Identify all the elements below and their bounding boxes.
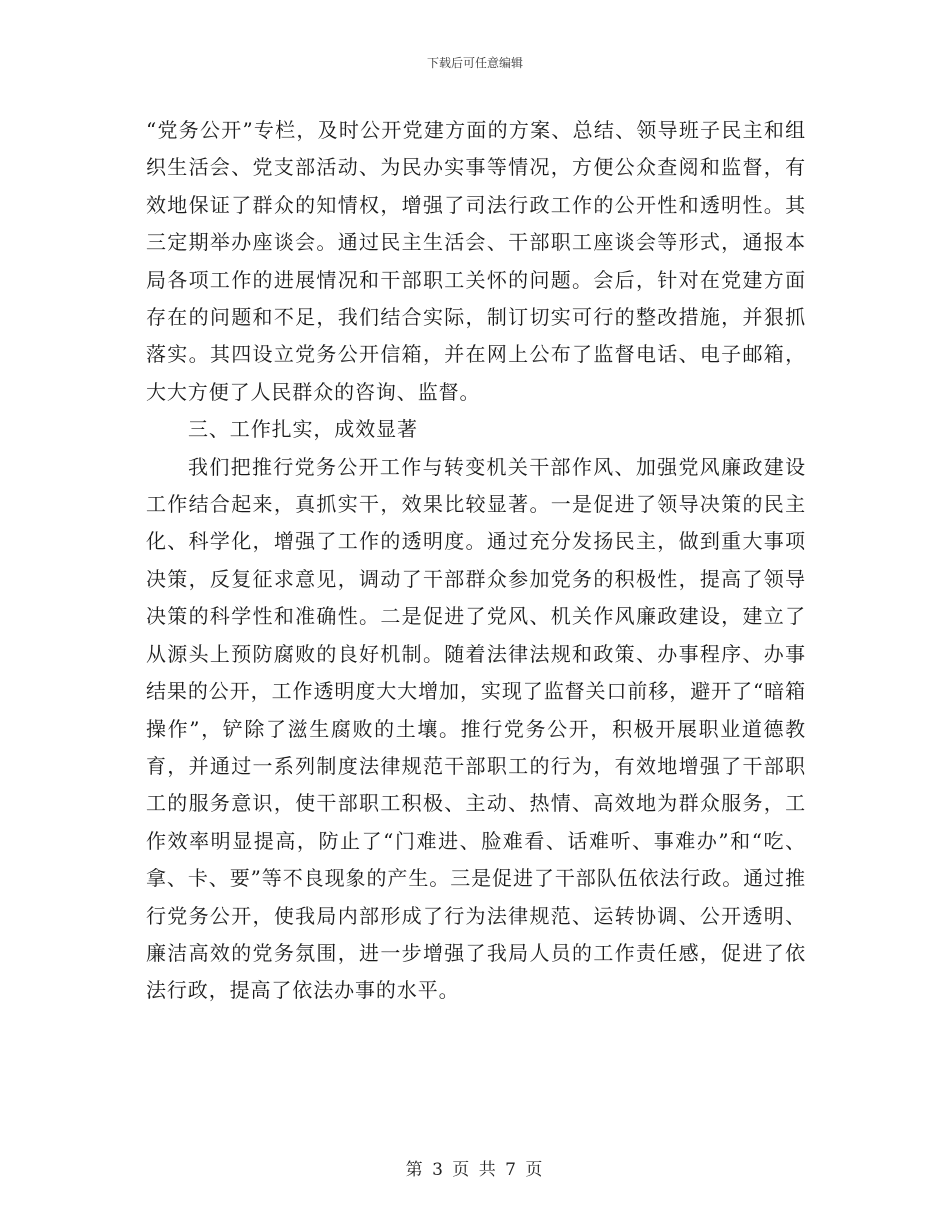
document-body [146,112,806,1010]
paragraph-main: 我们把推行党务公开工作与转变机关干部作风、加强党风廉政建设工作结合起来，真抓实干，效果比较显著。一是促进了领导决策的民主化、科学化，增强了工作的透明度。通过充分发扬民主，做到重大事项决策，反复征求意见，调动了干部群众参加党务的积极性，提高了领导决策的科学性和准确性。二是促进了党风、机关作风廉政建设，建立了从源头上预防腐败的良好机制。随着法律法规和政策、办事程序、办事结果的公开，工作透明度大大增加，实现了监督关口前移，避开了“暗箱操作”，铲除了滋生腐败的土壤。推行党务公开，积极开展职业道德教育，并通过一系列制度法律规范干部职工的行为，有效地增强了干部职工的服务意识，使干部职工积极、主动、热情、高效地为群众服务，工作效率明显提高，防止了“门难进、脸难看、话难听、事难办”和“吃、拿、卡、要”等不良现象的产生。三是促进了干部队伍依法行政。通过推行党务公开，使我局内部形成了行为法律规范、运转协调、公开透明、廉洁高效的党务氛围，进一步增强了我局人员的工作责任感，促进了依法行政，提高了依法办事的水平。 [146,454,806,1003]
paragraph-continued: “党务公开”专栏，及时公开党建方面的方案、总结、领导班子民主和组织生活会、党支部活动、为民办实事等情况，方便公众查阅和监督，有效地保证了群众的知情权，增强了司法行政工作的公开性和透明性。其三定期举办座谈会。通过民主生活会、干部职工座谈会等形式，通报本局各项工作的进展情况和干部职工关怀的问题。会后，针对在党建方面存在的问题和不足，我们结合实际，制订切实可行的整改措施，并狠抓落实。其四设立党务公开信箱，并在网上公布了监督电话、电子邮箱，大大方便了人民群众的咨询、监督。 [146,118,806,404]
section-heading: 三、工作扎实，成效显著 [188,417,418,442]
page-number: 第 3 页 共 7 页 [405,1160,545,1180]
header-note: 下载后可任意编辑 [426,56,523,70]
